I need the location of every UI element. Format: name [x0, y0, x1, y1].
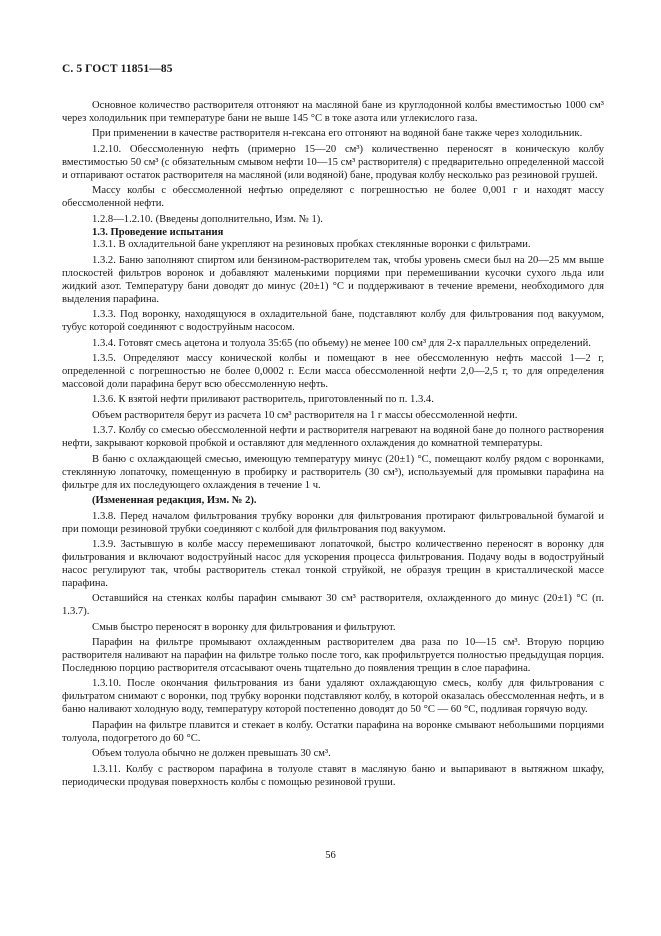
paragraph: 1.2.10. Обессмоленную нефть (примерно 15—20 см³) количественно переносят в коническую колбу вместимостью 50 см³ (с обязательным смывом нефти 10—15 см³ растворителя) с предварительно определенной массой и отпаривают остаток растворителя на масляной (или водяной) бане, продувая колбу несколько раз резиновой грушей.: [62, 143, 604, 181]
paragraph: 1.2.8—1.2.10. (Введены дополнительно, Изм. № 1).: [92, 213, 323, 225]
paragraph: Массу колбы с обессмоленной нефтью определяют с погрешностью не более 0,001 г и находят массу обессмоленной нефти.: [62, 185, 604, 210]
paragraph: 1.3. Проведение испытания: [92, 226, 224, 238]
paragraph: 1.3.2. Баню заполняют спиртом или бензином-растворителем так, чтобы уровень смеси был на 20—25 мм выше плоскостей фильтров воронок и добавляют маленькими порциями при перемешивании кусочки сухого льда или жидкий азот. Температуру бани доводят до минус (20±1) °С и поддерживают в течение времени, необходимого для выделения парафина.: [62, 254, 604, 305]
paragraph: 1.3.9. Застывшую в колбе массу перемешивают лопаточкой, быстро количественно переносят в воронку для фильтрования и включают водоструйный насос для ускорения процесса фильтрования. Подачу воды в водоструйный насос регулируют так, чтобы растворитель стекал тонкой струйкой, не образуя трещин в кристаллической массе парафина.: [62, 539, 604, 589]
paragraph: 1.3.5. Определяют массу конической колбы и помещают в нее обессмоленную нефть массой 1—2 г, определенной с погрешностью не более 0,0002 г. Если масса обессмоленной нефти 2,0—2,5 г, то для определения массовой доли парафина берут всю обессмоленную нефть.: [62, 353, 604, 390]
page-header: С. 5 ГОСТ 11851—85: [62, 63, 173, 75]
paragraph: 1.3.3. Под воронку, находящуюся в охладительной бане, подставляют колбу для фильтрования под вакуумом, тубус которой соединяют с водоструйным насосом.: [62, 309, 604, 334]
paragraph: Основное количество растворителя отгоняют на масляной бане из круглодонной колбы вместимостью 1000 см³ через холодильник при температуре бани не выше 145 °С в токе азота или углекислого газа.: [62, 100, 604, 124]
paragraph: 1.3.6. К взятой нефти приливают растворитель, приготовленный по п. 1.3.4.: [92, 394, 434, 406]
paragraph: Смыв быстро переносят в воронку для фильтрования и фильтруют.: [92, 621, 396, 633]
page-number: 56: [325, 850, 336, 861]
paragraph: В баню с охлаждающей смесью, имеющую температуру минус (20±1) °С, помещают колбу рядом с воронками, стеклянную лопаточку, помещенную в пробирку и растворитель (30 см³), используемый для промывки парафина на фильтре для их последующего охлаждения в течение 1 ч.: [62, 453, 604, 491]
paragraph: Парафин на фильтре промывают охлажденным растворителем два раза по 10—15 см³. Вторую порцию растворителя наливают на парафин на фильтре только после того, как профильтруется полностью предыдущая порция. Последнюю порцию растворителя отсасывают очень тщательно до появления трещин в слое парафина.: [62, 637, 604, 674]
paragraph: (Измененная редакция, Изм. № 2).: [92, 495, 257, 507]
paragraph: 1.3.10. После окончания фильтрования из бани удаляют охлаждающую смесь, колбу для фильтрования с фильтратом снимают с воронки, под трубку воронки подставляют колбу, в которой оказалась обессмоленная нефть, и в баню наливают холодную воду, температуру которой постепенно доводят до 50 °С — 60 °С, подливая горячую воду.: [62, 678, 604, 716]
paragraph: 1.3.11. Колбу с раствором парафина в толуоле ставят в масляную баню и выпаривают в вытяжном шкафу, периодически продувая поверхность колбы с помощью резиновой груши.: [62, 763, 604, 788]
paragraph: 1.3.8. Перед началом фильтрования трубку воронки для фильтрования протирают фильтровальной бумагой и при помощи резиновой трубки соединяют с колбой для фильтрования под вакуумом.: [62, 510, 604, 535]
paragraph: 1.3.1. В охладительной бане укрепляют на резиновых пробках стеклянные воронки с фильтрами.: [92, 239, 531, 251]
paragraph: 1.3.4. Готовят смесь ацетона и толуола 35:65 (по объему) не менее 100 см³ для 2-х параллельных определений.: [92, 337, 591, 349]
paragraph: Объем растворителя берут из расчета 10 см³ растворителя на 1 г массы обессмоленной нефти.: [92, 409, 518, 421]
paragraph: При применении в качестве растворителя н-гексана его отгоняют на водяной бане также через холодильник.: [92, 128, 583, 140]
paragraph: Объем толуола обычно не должен превышать 30 см³.: [92, 748, 331, 760]
paragraph: Парафин на фильтре плавится и стекает в колбу. Остатки парафина на воронке смывают небольшими порциями толуола, подогретого до 60 °С.: [62, 719, 604, 744]
paragraph: 1.3.7. Колбу со смесью обессмоленной нефти и растворителя нагревают на водяной бане до полного растворения нефти, закрывают корковой пробкой и оставляют для медленного охлаждения до комнатной температуры.: [62, 425, 604, 450]
document-body: [62, 100, 604, 792]
paragraph: Оставшийся на стенках колбы парафин смывают 30 см³ растворителя, охлажденного до минус (20±1) °С (п. 1.3.7).: [62, 593, 604, 618]
